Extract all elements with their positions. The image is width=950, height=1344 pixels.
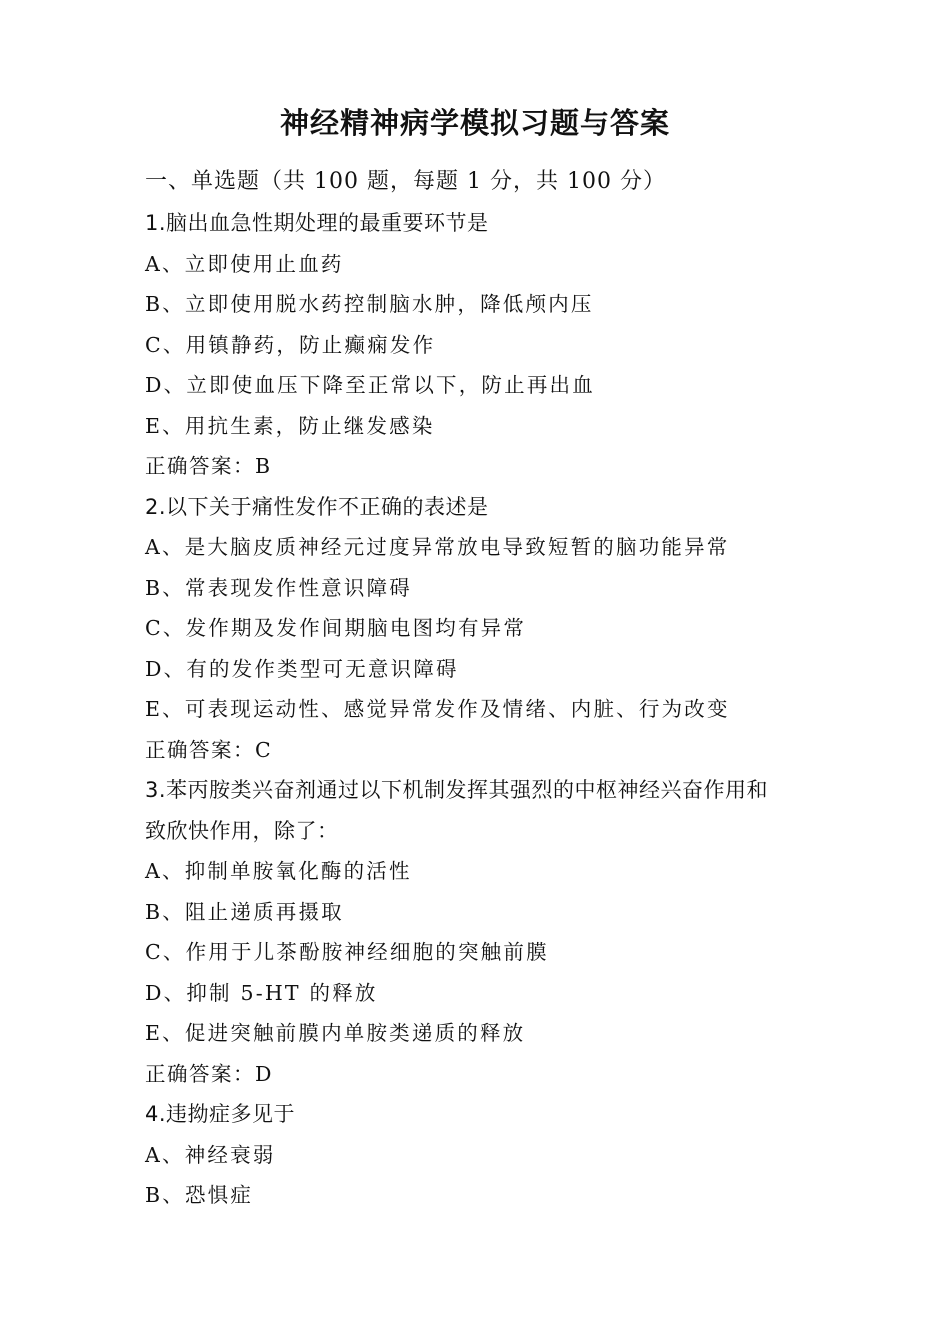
question-stem: 4.违拗症多见于	[145, 1102, 296, 1126]
option-e: E、促进突触前膜内单胺类递质的释放	[145, 1021, 526, 1045]
correct-answer: 正确答案：B	[145, 454, 272, 478]
question-stem-continued: 致欣快作用，除了：	[145, 818, 339, 843]
option-a: A、立即使用止血药	[145, 251, 344, 276]
option-d: D、抑制 5-HT 的释放	[145, 980, 378, 1005]
question-stem: 1.脑出血急性期处理的最重要环节是	[145, 211, 489, 235]
option-a: A、是大脑皮质神经元过度异常放电导致短暂的脑功能异常	[145, 535, 730, 559]
question-1	[145, 203, 815, 487]
question-3	[145, 770, 815, 1094]
option-a: A、抑制单胺氧化酶的活性	[145, 859, 412, 883]
option-c: C、发作期及发作间期脑电图均有异常	[145, 616, 527, 640]
correct-answer: 正确答案：D	[145, 1061, 273, 1086]
section-heading: 一、单选题（共 100 题，每题 1 分，共 100 分）	[145, 169, 666, 194]
option-b: B、阻止递质再摄取	[145, 899, 344, 924]
question-2	[145, 487, 815, 771]
option-e: E、用抗生素，防止继发感染	[145, 413, 435, 438]
option-d: D、有的发作类型可无意识障碍	[145, 656, 459, 681]
question-stem: 2.以下关于痛性发作不正确的表述是	[145, 494, 489, 519]
option-b: B、恐惧症	[145, 1183, 254, 1207]
option-d: D、立即使血压下降至正常以下，防止再出血	[145, 373, 595, 397]
option-b: B、常表现发作性意识障碍	[145, 575, 412, 600]
question-stem: 3.苯丙胺类兴奋剂通过以下机制发挥其强烈的中枢神经兴奋作用和	[145, 778, 769, 802]
option-c: C、作用于儿茶酚胺神经细胞的突触前膜	[145, 940, 549, 964]
option-a: A、神经衰弱	[145, 1142, 276, 1167]
question-4	[145, 1094, 815, 1216]
option-c: C、用镇静药，防止癫痫发作	[145, 332, 436, 357]
question-list	[145, 203, 815, 1216]
option-b: B、立即使用脱水药控制脑水肿，降低颅内压	[145, 292, 594, 316]
correct-answer: 正确答案：C	[145, 737, 273, 762]
option-e: E、可表现运动性、感觉异常发作及情绪、内脏、行为改变	[145, 697, 730, 721]
page-title: 神经精神病学模拟习题与答案	[279, 106, 670, 140]
